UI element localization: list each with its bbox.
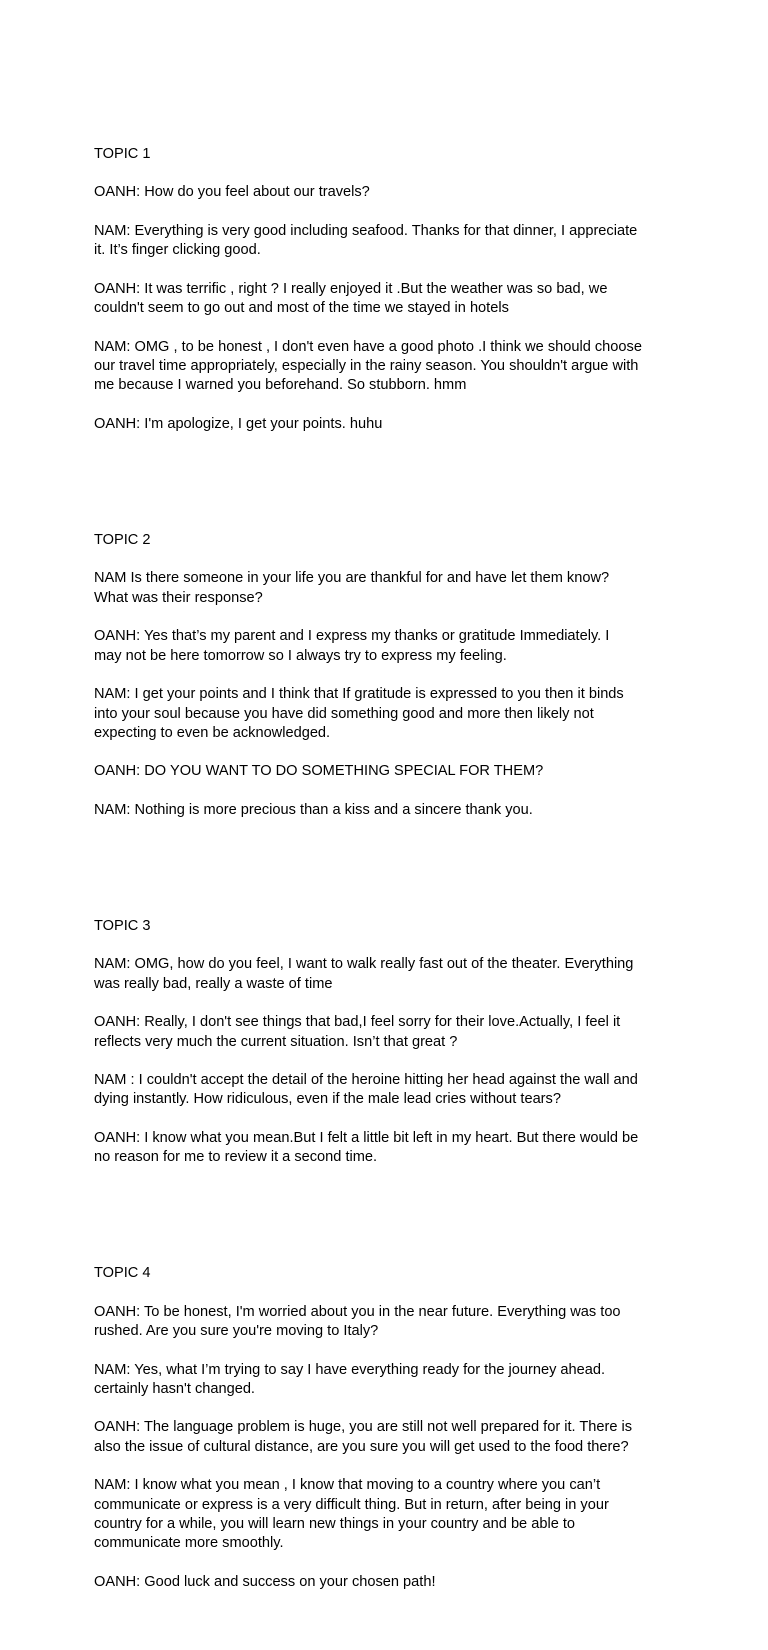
document-page	[94, 87, 684, 1650]
topic-3-line-4: OANH: I know what you mean.But I felt a little bit left in my heart. But there would be no reason for me to review it a second time.	[94, 1130, 639, 1166]
topic-1-title: TOPIC 1	[94, 145, 151, 162]
topic-2-title: TOPIC 2	[94, 531, 151, 548]
topic-1-line-4: NAM: OMG , to be honest , I don't even have a good photo .I think we should choose our travel time appropriately, especially in the rainy season. You shouldn't argue with me because I warned you beforehand. So stubborn. hmm	[94, 338, 642, 394]
topic-3-line-1: NAM: OMG, how do you feel, I want to walk really fast out of the theater. Everything was really bad, really a waste of time	[94, 956, 634, 992]
topic-2-line-4: OANH: DO YOU WANT TO DO SOMETHING SPECIAL FOR THEM?	[94, 763, 544, 780]
topic-1-line-2: NAM: Everything is very good including seafood. Thanks for that dinner, I appreciate it. It’s finger clicking good.	[94, 223, 638, 259]
topic-1-line-1: OANH: How do you feel about our travels?	[94, 184, 370, 201]
topic-2-line-3: NAM: I get your points and I think that If gratitude is expressed to you then it binds into your soul because you have did something good and more then likely not expecting to even be acknowledged.	[94, 686, 624, 741]
topic-2-line-1: NAM Is there someone in your life you are thankful for and have let them know? What was their response?	[94, 570, 610, 606]
topic-4-section	[94, 1245, 684, 1612]
topic-3-line-2: OANH: Really, I don't see things that bad,I feel sorry for their love.Actually, I feel it reflects very much the current situation. Isn’t that great ?	[94, 1014, 621, 1050]
topic-2-line-5: NAM: Nothing is more precious than a kiss and a sincere thank you.	[94, 801, 533, 818]
topic-4-line-5: OANH: Good luck and success on your chosen path!	[94, 1573, 436, 1590]
topic-4-line-3: OANH: The language problem is huge, you are still not well prepared for it. There is also the issue of cultural distance, are you sure you will get used to the food there?	[94, 1419, 633, 1455]
topic-3-line-3: NAM : I couldn't accept the detail of the heroine hitting her head against the wall and dying instantly. How ridiculous, even if the male lead cries without tears?	[94, 1072, 638, 1108]
topic-4-line-4: NAM: I know what you mean , I know that moving to a country where you can’t communicate or express is a very difficult thing. But in return, after being in your country for a while, you will learn new things in your country and be able to communicate more smoothly.	[94, 1477, 609, 1552]
topic-1-line-3: OANH: It was terrific , right ? I really enjoyed it .But the weather was so bad, we couldn't seem to go out and most of the time we stayed in hotels	[94, 280, 608, 317]
topic-1-line-5: OANH: I'm apologize, I get your points. huhu	[94, 416, 383, 433]
topic-3-title: TOPIC 3	[94, 917, 151, 934]
topic-4-line-2: NAM: Yes, what I’m trying to say I have everything ready for the journey ahead. certainly hasn't changed.	[94, 1361, 606, 1397]
topic-1-section	[94, 126, 684, 454]
topic-2-line-2: OANH: Yes that’s my parent and I express my thanks or gratitude Immediately. I may not be here tomorrow so I always try to express my feeling.	[94, 628, 610, 664]
topic-4-title: TOPIC 4	[94, 1265, 151, 1282]
topic-3-section	[94, 897, 684, 1186]
topic-4-line-1: OANH: To be honest, I'm worried about you in the near future. Everything was too rushed. Are you sure you're moving to Italy?	[94, 1303, 621, 1339]
topic-2-section	[94, 512, 684, 840]
